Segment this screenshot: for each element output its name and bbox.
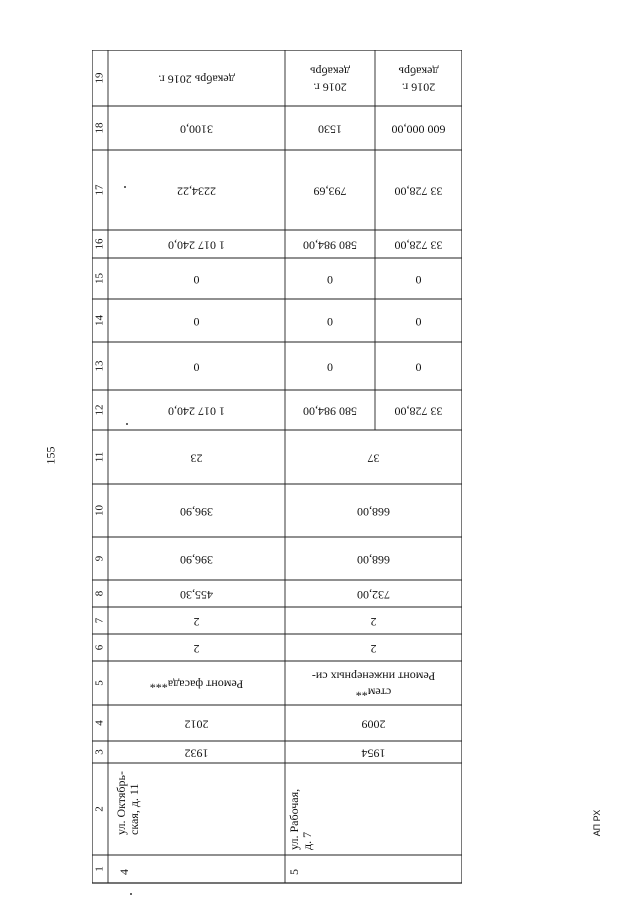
work-type-cell: стем** [355,685,392,700]
value-cell: 0 [327,272,333,287]
value-cell: 33 728,00 [394,184,443,199]
column-number: 4 [93,720,106,726]
column-number: 19 [93,72,106,84]
value-cell: 580 984,00 [303,238,357,253]
column-number: 3 [93,749,106,755]
column-number: 9 [93,555,106,562]
value-cell: 396,90 [180,552,213,567]
value-cell: 668,00 [357,552,390,567]
value-cell: 0 [193,314,200,329]
address-cell: д. 7 [300,831,314,850]
value-cell: 1 017 240,0 [168,238,225,253]
column-number: 8 [93,590,106,597]
rotated-table [92,50,462,888]
year-cell: 2012 [184,717,209,732]
address-cell: ская, д. 11 [127,783,141,835]
value-cell: 580 984,00 [303,404,357,419]
value-cell: 2 [370,614,377,629]
column-number: 1 [93,866,106,872]
year-cell: 1954 [361,746,386,761]
value-cell: 793,69 [313,184,347,199]
work-type-cell: Ремонт фасада*** [149,677,244,692]
value-cell: 2234,22 [177,184,216,199]
address-cell: ул. Октябрь- [114,771,128,835]
row-number: 5 [287,869,301,875]
value-cell: 33 728,00 [394,404,443,419]
column-number: 6 [93,644,106,651]
column-number: 13 [93,360,106,372]
column-number: 2 [93,806,106,812]
table-grid [92,50,462,888]
column-number: 18 [93,122,106,134]
column-number: 7 [93,617,106,624]
column-number: 14 [93,315,106,326]
column-number: 10 [93,505,106,516]
value-cell: 3100,0 [180,122,213,137]
value-cell: 0 [415,314,422,329]
value-cell: 37 [367,451,380,466]
period-cell: 2016 г. [401,80,436,95]
period-cell: декабрь [310,64,350,79]
value-cell: 396,90 [180,504,213,519]
year-cell: 1932 [184,746,209,761]
value-cell: 668,00 [357,504,390,519]
value-cell: 1 017 240,0 [168,404,225,419]
value-cell: 2 [370,641,377,656]
period-cell: 2016 г. [313,80,347,95]
address-cell: ул. Рабочая, [287,788,301,850]
column-number: 16 [93,238,106,250]
period-cell: декабрь 2016 г. [158,72,235,87]
value-cell: 33 728,00 [394,238,443,253]
column-number: 15 [93,273,106,284]
column-number: 12 [93,404,106,416]
column-number: 17 [93,184,106,196]
value-cell: 0 [193,272,200,287]
period-cell: декабрь [398,64,439,79]
value-cell: 0 [415,272,422,287]
value-cell: 23 [190,451,203,466]
column-number: 11 [93,451,106,463]
year-cell: 2009 [361,717,386,732]
value-cell: 600 000,00 [391,122,446,137]
value-cell: 0 [327,360,333,375]
work-type-cell: Ремонт инженерных си- [311,669,436,684]
footer-mark: АП РХ [592,809,603,837]
row-number: 4 [117,869,131,875]
value-cell: 455,30 [180,587,213,602]
value-cell: 2 [193,641,200,656]
value-cell: 2 [193,614,200,629]
value-cell: 1530 [318,122,342,137]
value-cell: 0 [327,314,333,329]
value-cell: 0 [415,360,422,375]
value-cell: 0 [193,360,200,375]
page-number: 155 [43,446,58,465]
column-number: 5 [93,680,106,686]
stray-mark [130,893,132,895]
value-cell: 732,00 [357,587,390,602]
